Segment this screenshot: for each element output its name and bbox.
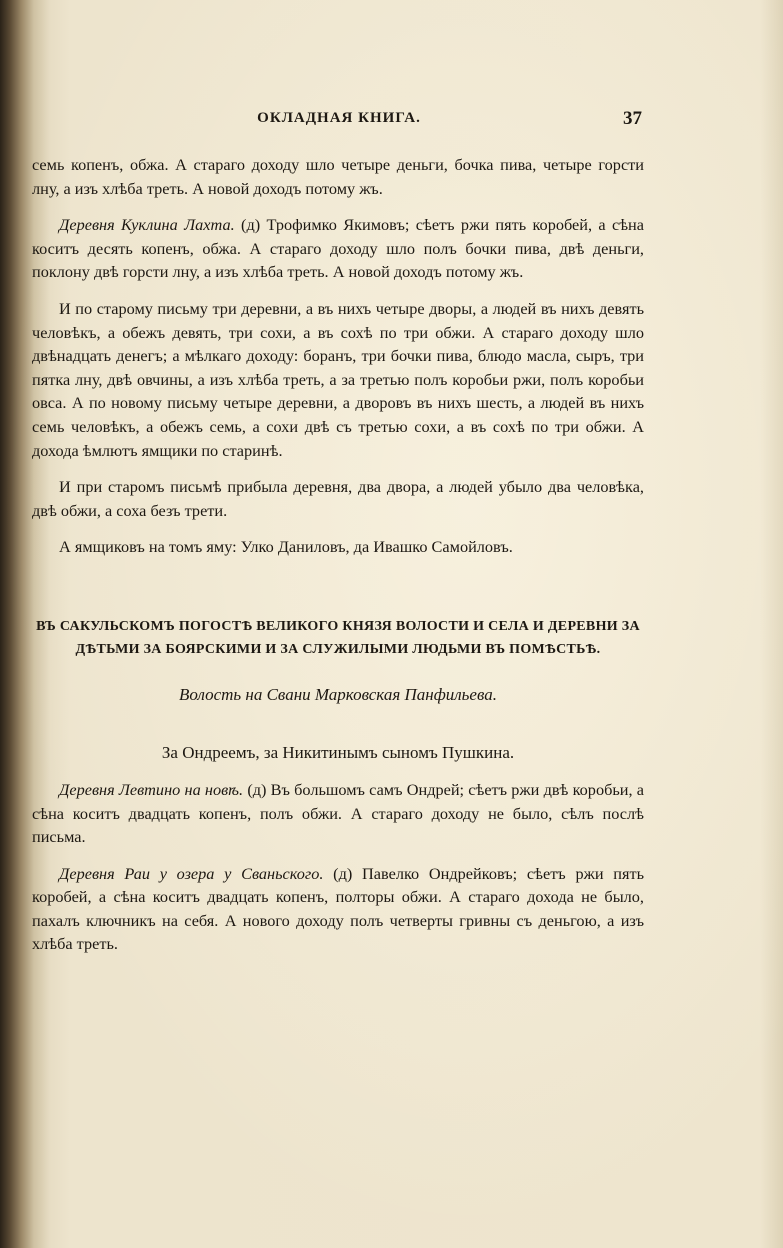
paragraph-text: семь копенъ, обжа. А стараго доходу шло четыре деньги, бочка пива, четыре горсти лну, а изъ хлѣба треть. А новой доходъ потому жъ. [32,155,644,198]
page-header [36,110,642,134]
running-title: ОКЛАДНАЯ КНИГА. [257,110,421,126]
entry-rai [32,862,644,956]
owner-heading: За Ондреемъ, за Никитинымъ сыномъ Пушкина. [161,742,515,762]
volost-heading: Волость на Свани Марковская Панфильева. [179,684,497,704]
paragraph-text: А ямщиковъ на томъ яму: Улко Даниловъ, да Ивашко Самойловъ. [59,537,513,557]
paragraph-old-census [32,297,644,462]
page-number: 37 [623,108,642,129]
paragraph-coachmen [32,535,644,559]
paragraph-text: (д) Трофимко Якимовъ; сѣетъ ржи пять коробей, а сѣна коситъ десять копенъ, обжа. А стараго доходу шло полъ бочки пива, двѣ деньги, поклону двѣ горсти лну, а изъ хлѣба треть. А новой доходъ потому жъ. [32,215,644,282]
paragraph-added-village [32,475,644,522]
village-name: Деревня Левтино на новѣ. [59,779,244,799]
paragraph-continuation [32,153,644,200]
entry-text: (д) Въ большомъ самъ Ондрей; сѣетъ ржи двѣ коробьи, а сѣна коситъ двадцать копенъ, полъ обжи. А стараго доходу не было, сѣлъ послѣ письма. [32,779,645,847]
village-name: Деревня Куклина Лахта. [59,215,235,235]
entry-levtino [32,778,644,849]
paragraph-kuklina-lakhta [32,213,644,284]
page-body [32,153,644,956]
section-heading: ВЪ САКУЛЬСКОМЪ ПОГОСТѢ ВЕЛИКОГО КНЯЗЯ ВОЛОСТИ И СЕЛА И ДЕРЕВНИ ЗА ДѢТЬМИ ЗА БОЯРСКИМИ И ЗА СЛУЖИЛЫМИ ЛЮДЬМИ ВЪ ПОМѢСТЬѢ. [36,618,640,657]
paragraph-text: И при старомъ письмѣ прибыла деревня, два двора, а людей убыло два человѣка, двѣ обжи, а соха безъ трети. [32,477,644,520]
entry-text: (д) Павелко Ондрейковъ; сѣетъ ржи пять коробей, а сѣна коситъ двадцать копенъ, полторы обжи. А стараго дохода не было, пахалъ ключникъ на себя. А нового доходу полъ четверты гривны съ деньгою, а изъ хлѣба треть. [32,863,645,954]
paragraph-text: И по старому письму три деревни, а въ нихъ четыре дворы, а людей въ нихъ девять человѣкъ, а обежъ девять, три сохи, а въ сохѣ по три обжи. А стараго доходу шло двѣнадцать денегъ; а мѣлкаго доходу: боранъ, три бочки пива, блюдо масла, сыръ, три пятка лну, двѣ овчины, а изъ хлѣба треть, а за третью полъ коробьи ржи, полъ коробьи овса. А по новому письму четыре деревни, а дворовъ въ нихъ шесть, а людей въ нихъ семь человѣкъ, а обежъ семь, а сохи двѣ съ третью сохи, а въ сохѣ по три обжи. А дохода ѣмлютъ ямщики по старинѣ. [32,298,644,460]
village-name: Деревня Раи у озера у Сваньского. [59,863,324,883]
